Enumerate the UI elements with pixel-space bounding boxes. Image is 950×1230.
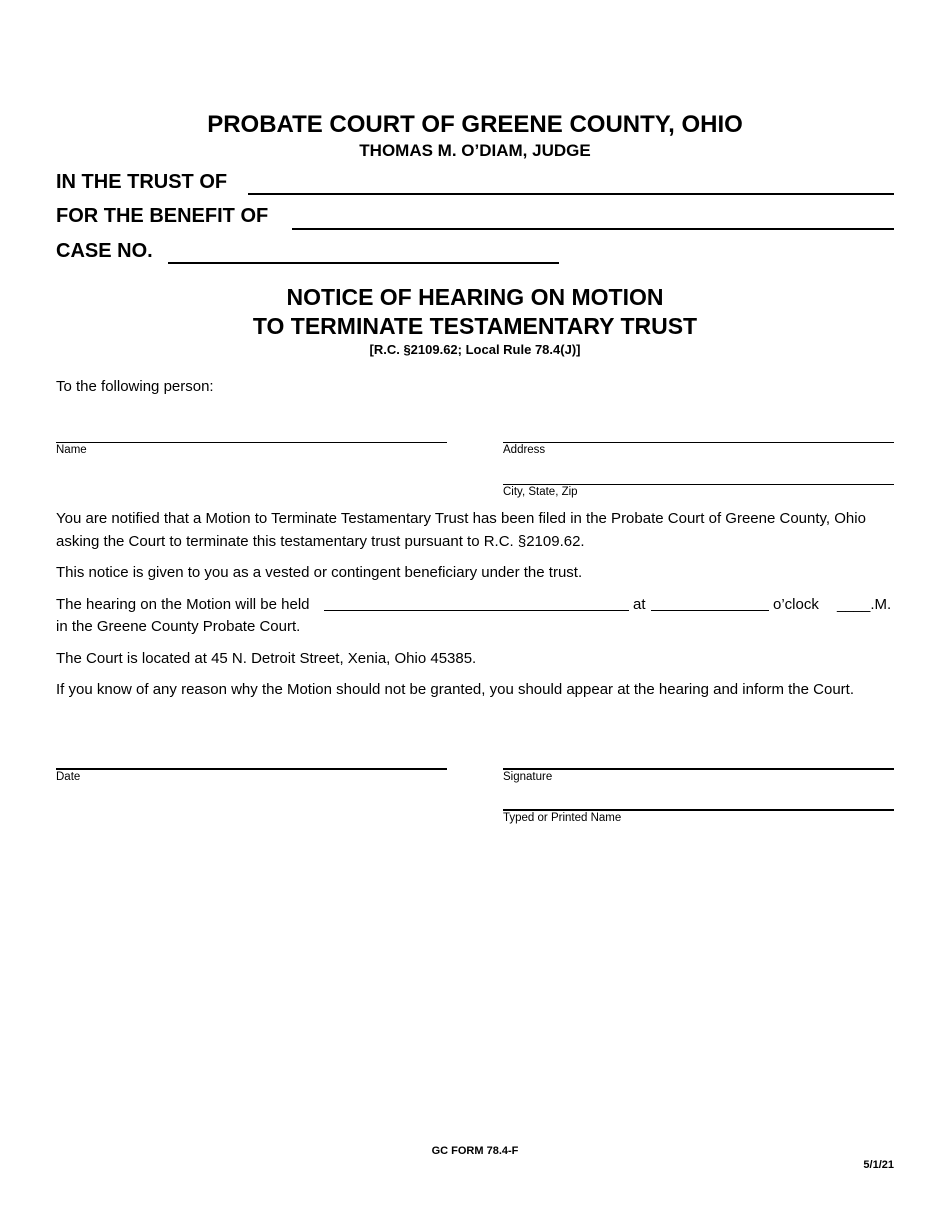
trust-of-field[interactable] xyxy=(248,193,894,195)
trust-of-label: IN THE TRUST OF xyxy=(56,171,228,193)
recipient-address-field[interactable] xyxy=(503,442,894,443)
hearing-time-field[interactable] xyxy=(651,610,769,611)
objection-instruction: If you know of any reason why the Motion should not be granted, you should appear at the hearing and inform the Court. xyxy=(56,681,855,698)
date-field[interactable] xyxy=(56,768,447,770)
recipient-intro: To the following person: xyxy=(56,378,214,395)
hearing-at-label: at xyxy=(633,596,646,613)
benefit-of-label: FOR THE BENEFIT OF xyxy=(56,205,269,227)
court-name: PROBATE COURT OF GREENE COUNTY, OHIO xyxy=(207,111,743,138)
notice-paragraph-line2: asking the Court to terminate this testamentary trust pursuant to R.C. §2109.62. xyxy=(56,533,585,550)
date-label: Date xyxy=(56,771,81,783)
form-title-line1: NOTICE OF HEARING ON MOTION xyxy=(286,284,664,310)
notice-paragraph-line1: You are notified that a Motion to Terminate Testamentary Trust has been filed in the Probate Court of Greene County, Ohio xyxy=(56,510,866,527)
hearing-date-field[interactable] xyxy=(324,610,629,611)
hearing-location: in the Greene County Probate Court. xyxy=(56,618,301,635)
hearing-am-pm-field[interactable]: ____.M. xyxy=(837,596,892,613)
signature-label: Signature xyxy=(503,771,553,783)
judge-name: THOMAS M. O’DIAM, JUDGE xyxy=(359,141,591,160)
revision-date: 5/1/21 xyxy=(863,1159,894,1171)
statute-citation: [R.C. §2109.62; Local Rule 78.4(J)] xyxy=(369,342,581,357)
printed-name-field[interactable] xyxy=(503,809,894,811)
recipient-address-label: Address xyxy=(503,444,546,456)
recipient-city-label: City, State, Zip xyxy=(503,486,578,498)
beneficiary-notice: This notice is given to you as a vested or contingent beneficiary under the trust. xyxy=(56,564,583,581)
printed-name-label: Typed or Printed Name xyxy=(503,812,622,824)
recipient-name-field[interactable] xyxy=(56,442,447,443)
recipient-city-field[interactable] xyxy=(503,484,894,485)
court-address: The Court is located at 45 N. Detroit Street, Xenia, Ohio 45385. xyxy=(56,650,477,667)
benefit-of-field[interactable] xyxy=(292,228,894,230)
form-title-line2: TO TERMINATE TESTAMENTARY TRUST xyxy=(252,313,698,339)
hearing-oclock-label: o’clock xyxy=(773,596,819,613)
signature-field[interactable] xyxy=(503,768,894,770)
case-no-field[interactable] xyxy=(168,262,559,264)
case-no-label: CASE NO. xyxy=(56,240,153,262)
recipient-name-label: Name xyxy=(56,444,87,456)
form-number: GC FORM 78.4-F xyxy=(431,1145,519,1157)
hearing-prefix: The hearing on the Motion will be held xyxy=(56,596,310,613)
